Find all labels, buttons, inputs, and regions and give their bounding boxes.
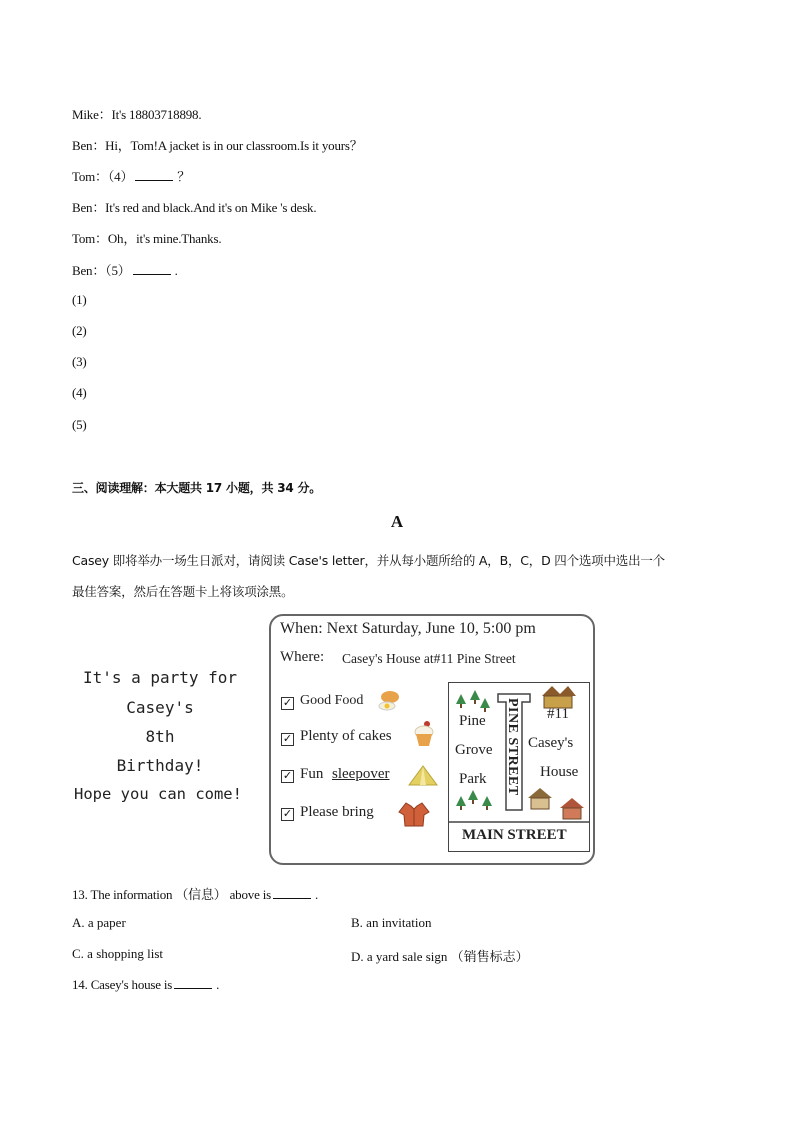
where-label: Where: (280, 649, 325, 665)
tent-icon (407, 763, 439, 787)
dialogue-line: Tom：（4） ？ (72, 169, 191, 184)
handwritten-line: Hope you can come! (74, 785, 242, 803)
answer-blank[interactable] (133, 264, 171, 275)
item-fun: Fun (300, 766, 324, 782)
handwritten-line: Birthday! (116, 756, 204, 775)
dialogue-line: Ben：It's red and black.And it's on Mike 's desk. (72, 200, 317, 215)
checkbox-icon: ✓ (282, 697, 293, 709)
answer-number: (1) (72, 292, 87, 307)
main-street-label: MAIN STREET (462, 827, 567, 843)
house-number: #11 (547, 706, 569, 722)
question-14: 14. Casey's house is . (72, 977, 220, 992)
item-cakes: Plenty of cakes (300, 728, 392, 744)
pine-street-label: PINE STREET (505, 698, 520, 796)
answer-number: (3) (72, 354, 87, 369)
option-b[interactable]: B. an invitation (351, 915, 432, 930)
answer-number: (5) (72, 417, 87, 432)
answer-number: (4) (72, 385, 87, 400)
section-title: 三、阅读理解：本大题共 17 小题，共 34 分。 (72, 481, 322, 495)
house-label: Casey's (528, 735, 574, 751)
jacket-icon (398, 800, 430, 828)
handwritten-line: It's a party for (82, 668, 238, 687)
cake-icon (412, 719, 436, 749)
dialogue-line: Ben：Hi，Tom!A jacket is in our classroom.Is it yours？ (72, 138, 363, 153)
answer-blank[interactable] (135, 170, 173, 181)
answer-blank[interactable] (174, 978, 212, 989)
answer-number: (2) (72, 323, 87, 338)
dialogue-line: Mike：It's 18803718898. (72, 107, 202, 122)
dialogue-line: Tom：Oh，it's mine.Thanks. (72, 231, 222, 246)
instruction-text: Casey 即将举办一场生日派对，请阅读 Case's letter，并从每小题所给的 A，B，C，D 四个选项中选出一个 (72, 553, 665, 568)
when-text: When: Next Saturday, June 10, 5:00 pm (280, 620, 536, 637)
option-c[interactable]: C. a shopping list (72, 946, 164, 961)
item-good-food: Good Food (300, 693, 364, 708)
park-label: Park (459, 771, 487, 787)
answer-blank[interactable] (273, 888, 311, 899)
food-icon (376, 686, 404, 714)
house-label: House (540, 764, 579, 780)
option-a[interactable]: A. a paper (72, 915, 126, 930)
checkbox-icon: ✓ (282, 770, 293, 782)
passage-label: A (390, 512, 404, 531)
park-label: Grove (455, 742, 493, 758)
question-13: 13. The information （信息） above is . (72, 887, 319, 902)
where-value: Casey's House at#11 Pine Street (342, 651, 516, 666)
checkbox-icon: ✓ (282, 808, 293, 820)
handwritten-line: Casey's (126, 698, 194, 717)
dialogue-line: Ben：（5） . (72, 263, 178, 278)
item-please-bring: Please bring (300, 804, 374, 820)
option-d[interactable]: D. a yard sale sign （销售标志） (351, 949, 529, 964)
handwritten-line: 8th (145, 727, 175, 746)
item-sleepover: sleepover (332, 766, 390, 782)
park-label: Pine (459, 713, 486, 729)
instruction-text: 最佳答案，然后在答题卡上将该项涂黑。 (72, 584, 294, 599)
checkbox-icon: ✓ (282, 733, 293, 745)
